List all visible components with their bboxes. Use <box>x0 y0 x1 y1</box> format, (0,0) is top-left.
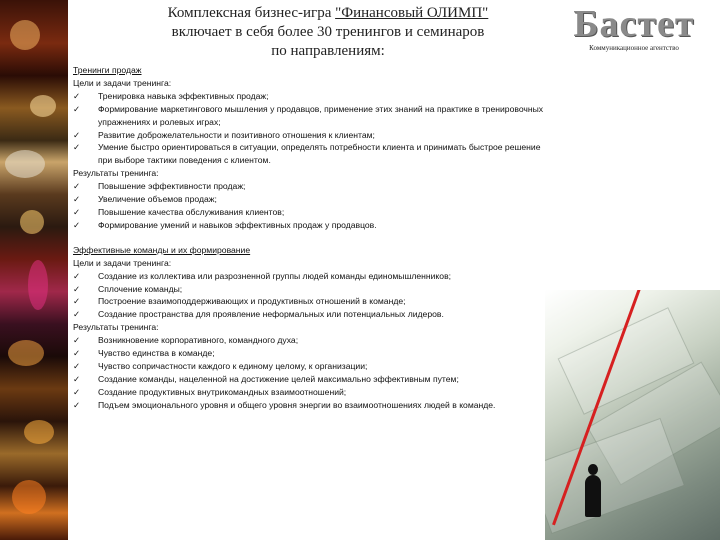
title-line3: по направлениям: <box>271 43 385 59</box>
list-item <box>73 283 548 296</box>
person-silhouette-head <box>588 464 598 475</box>
list-item <box>73 386 548 399</box>
photo-light <box>12 480 46 514</box>
event-photo-strip <box>0 0 68 540</box>
list-item-text: Построение взаимоподдерживающих и продуктивных отношений в команде; <box>98 296 406 307</box>
checkmark-icon: ✓ <box>73 348 81 359</box>
section1-results-list <box>73 180 548 232</box>
checkmark-icon: ✓ <box>73 103 81 114</box>
person-silhouette <box>585 475 601 517</box>
list-item <box>73 141 548 167</box>
money-photo <box>545 290 720 540</box>
brand-subtitle: Коммуникационное агентство <box>589 44 679 52</box>
title-line2: включает в себя более 30 тренингов и семинаров <box>171 24 485 40</box>
checkmark-icon: ✓ <box>73 270 81 281</box>
section1-heading: Тренинги продаж <box>73 65 142 75</box>
photo-light <box>30 95 56 117</box>
list-item-text: Повышение качества обслуживания клиентов; <box>98 206 285 217</box>
list-item <box>73 180 548 193</box>
list-item <box>73 399 548 412</box>
list-item <box>73 308 548 321</box>
checkmark-icon: ✓ <box>73 386 81 397</box>
checkmark-icon: ✓ <box>73 373 81 384</box>
title-game-name: "Финансовый ОЛИМП" <box>335 5 489 21</box>
list-item-text: Увеличение объемов продаж; <box>98 194 217 205</box>
checkmark-icon: ✓ <box>73 194 81 205</box>
list-item <box>73 206 548 219</box>
photo-light <box>24 420 54 444</box>
list-item-text: Формирование умений и навыков эффективных продаж у продавцов. <box>98 219 377 230</box>
list-item-text: Возникновение корпоративного, командного духа; <box>98 335 299 346</box>
section2-heading: Эффективные команды и их формирование <box>73 244 251 255</box>
list-item-text: Повышение эффективности продаж; <box>98 181 246 192</box>
checkmark-icon: ✓ <box>73 90 81 101</box>
photo-light <box>8 340 44 366</box>
list-item-text: Создание из коллектива или разрозненной группы людей команды единомышленников; <box>98 270 452 281</box>
checkmark-icon: ✓ <box>73 309 81 320</box>
list-item <box>73 347 548 360</box>
photo-light <box>5 150 45 178</box>
list-item <box>73 360 548 373</box>
list-item <box>73 270 548 283</box>
list-item-text: Создание команды, нацеленной на достижение целей максимально эффективным путем; <box>98 373 459 384</box>
section2-goals-label: Цели и задачи тренинга: <box>73 257 172 268</box>
list-item <box>73 219 548 232</box>
section2-results-list <box>73 334 548 411</box>
list-item <box>73 129 548 142</box>
list-item-text: Подъем эмоционального уровня и общего уровня энергии во взаимоотношениях людей в команде. <box>98 399 496 410</box>
list-item-text: Формирование маркетингового мышления у продавцов, применение этих знаний на практике в тренировочных упражнениях и ролевых играх; <box>98 103 544 127</box>
list-item-text: Сплочение команды; <box>98 283 183 294</box>
list-item <box>73 193 548 206</box>
checkmark-icon: ✓ <box>73 335 81 346</box>
list-item-text: Чувство сопричастности каждого к единому целому, к организации; <box>98 360 368 371</box>
checkmark-icon: ✓ <box>73 129 81 140</box>
checkmark-icon: ✓ <box>73 206 81 217</box>
section1-goals-label: Цели и задачи тренинга: <box>73 77 172 88</box>
section2-goals-list <box>73 270 548 322</box>
photo-light <box>28 260 48 310</box>
list-item-text: Создание продуктивных внутрикомандных взаимоотношений; <box>98 386 347 397</box>
checkmark-icon: ✓ <box>73 360 81 371</box>
list-item <box>73 295 548 308</box>
list-item-text: Тренировка навыка эффективных продаж; <box>98 90 269 101</box>
list-item-text: Развитие доброжелательности и позитивного отношения к клиентам; <box>98 129 375 140</box>
checkmark-icon: ✓ <box>73 283 81 294</box>
list-item <box>73 334 548 347</box>
list-item <box>73 373 548 386</box>
page-title <box>108 4 548 61</box>
list-item-text: Умение быстро ориентироваться в ситуации, определять потребности клиента и принимать быстрое решение при выборе тактики поведения с клиентом. <box>98 142 541 166</box>
brand-logo <box>548 2 720 52</box>
list-item <box>73 90 548 103</box>
section1-goals-list <box>73 90 548 167</box>
section2-results-label: Результаты тренинга: <box>73 322 159 333</box>
banknote <box>545 418 685 534</box>
brand-name: Бастет <box>573 3 695 45</box>
section1-results-label: Результаты тренинга: <box>73 168 159 179</box>
checkmark-icon: ✓ <box>73 142 81 153</box>
checkmark-icon: ✓ <box>73 181 81 192</box>
checkmark-icon: ✓ <box>73 219 81 230</box>
list-item <box>73 103 548 129</box>
checkmark-icon: ✓ <box>73 399 81 410</box>
list-item-text: Чувство единства в команде; <box>98 348 215 359</box>
training-content <box>73 64 548 412</box>
list-item-text: Создание пространства для проявление неформальных или потенциальных лидеров. <box>98 309 444 320</box>
checkmark-icon: ✓ <box>73 296 81 307</box>
photo-light <box>10 20 40 50</box>
title-line1: Комплексная бизнес-игра <box>167 5 336 21</box>
photo-light <box>20 210 44 234</box>
